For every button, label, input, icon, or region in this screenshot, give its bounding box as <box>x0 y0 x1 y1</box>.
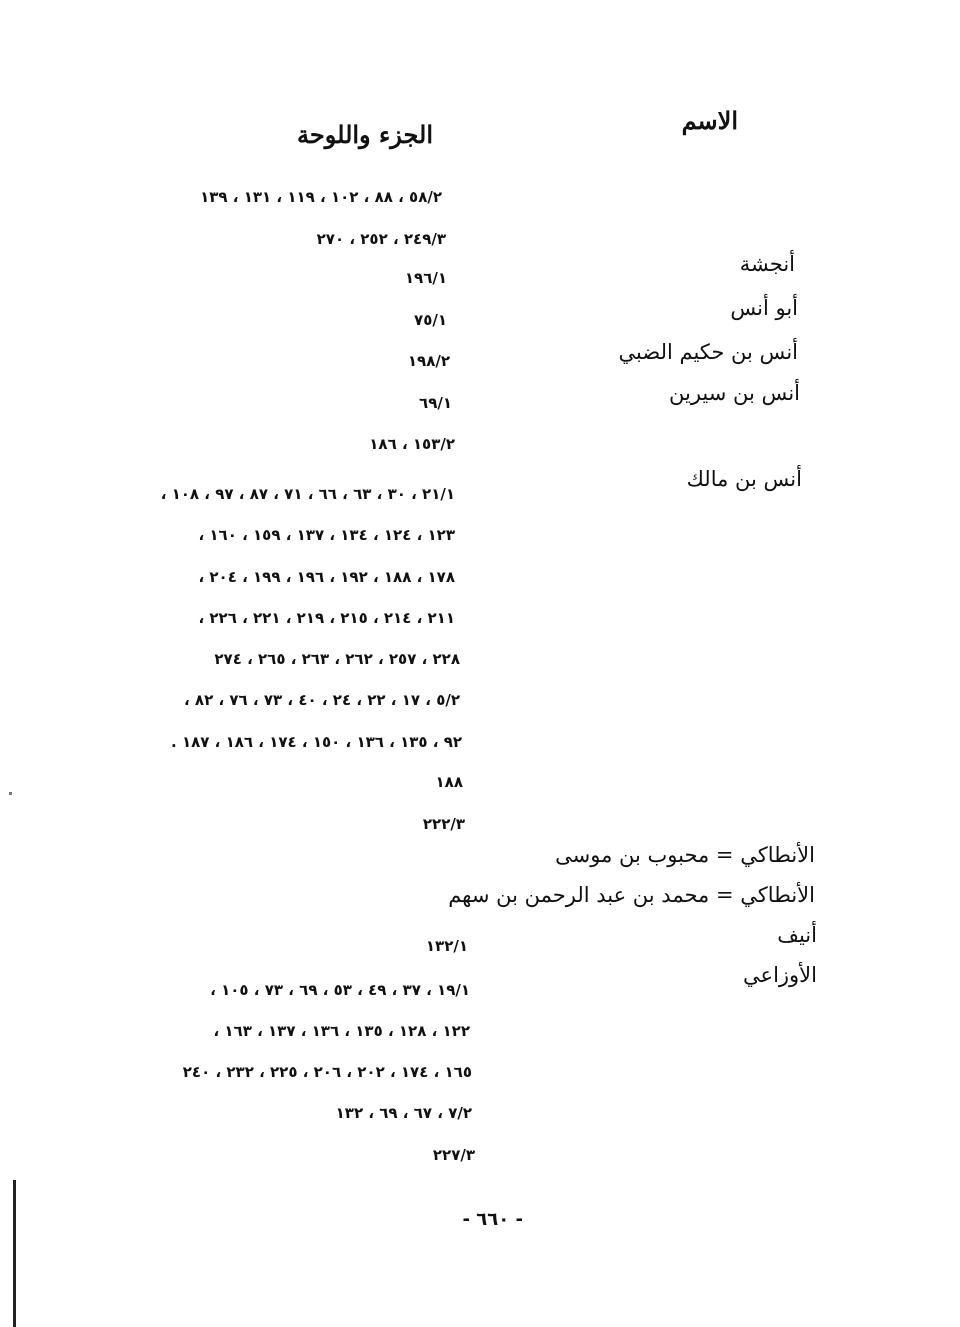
reference-line: ١٨٨ <box>435 773 463 791</box>
reference-line: ١٩٨/٢ <box>407 352 450 370</box>
reference-line: ١٧٨ ، ١٨٨ ، ١٩٢ ، ١٩٦ ، ١٩٩ ، ٢٠٤ ، <box>198 568 455 586</box>
reference-line: ٦٩/١ <box>419 394 452 412</box>
reference-line: ٥٨/٢ ، ٨٨ ، ١٠٢ ، ١١٩ ، ١٣١ ، ١٣٩ <box>200 188 442 206</box>
scan-edge-line <box>13 1180 16 1327</box>
reference-line: ٢٤٩/٣ ، ٢٥٢ ، ٢٧٠ <box>316 230 446 248</box>
name-column-header: الاسم <box>681 106 738 135</box>
reference-line: ٥/٢ ، ١٧ ، ٢٢ ، ٢٤ ، ٤٠ ، ٧٣ ، ٧٦ ، ٨٢ ، <box>184 691 460 709</box>
reference-line: ٧٥/١ <box>414 311 447 329</box>
reference-line: ٩٢ ، ١٣٥ ، ١٣٦ ، ١٥٠ ، ١٧٤ ، ١٨٦ ، ١٨٧ . <box>171 733 462 751</box>
name-entry: أنيف <box>777 923 817 947</box>
name-entry: أبو أنس <box>730 296 798 320</box>
reference-line: ١٩٦/١ <box>404 269 447 287</box>
reference-line: ٧/٢ ، ٦٧ ، ٦٩ ، ١٣٢ <box>335 1104 472 1122</box>
scan-speck <box>9 792 12 795</box>
reference-column-header: الجزء واللوحة <box>297 120 433 149</box>
reference-line: ٢١/١ ، ٣٠ ، ٦٣ ، ٦٦ ، ٧١ ، ٨٧ ، ٩٧ ، ١٠٨ ، <box>160 485 455 503</box>
reference-line: ١٥٣/٢ ، ١٨٦ <box>369 435 455 453</box>
reference-line: ١٢٢ ، ١٢٨ ، ١٣٥ ، ١٣٦ ، ١٣٧ ، ١٦٣ ، <box>213 1022 470 1040</box>
name-entry: الأنطاكي = محمد بن عبد الرحمن بن سهم <box>448 883 815 907</box>
name-entry: الأوزاعي <box>743 963 817 987</box>
name-entry: أنس بن حكيم الضبي <box>618 340 798 364</box>
reference-line: ١٦٥ ، ١٧٤ ، ٢٠٢ ، ٢٠٦ ، ٢٢٥ ، ٢٣٢ ، ٢٤٠ <box>182 1063 472 1081</box>
reference-line: ٢١١ ، ٢١٤ ، ٢١٥ ، ٢١٩ ، ٢٢١ ، ٢٢٦ ، <box>198 609 455 627</box>
name-entry: الأنطاكي = محبوب بن موسى <box>555 843 815 867</box>
page-number: - ٦٦٠ - <box>462 1209 523 1230</box>
reference-line: ١٩/١ ، ٣٧ ، ٤٩ ، ٥٣ ، ٦٩ ، ٧٣ ، ١٠٥ ، <box>210 981 470 999</box>
reference-line: ١٣٢/١ <box>425 937 468 955</box>
name-entry: أنس بن سيرين <box>669 381 800 405</box>
name-entry: أنس بن مالك <box>686 467 802 491</box>
reference-line: ١٢٣ ، ١٢٤ ، ١٣٤ ، ١٣٧ ، ١٥٩ ، ١٦٠ ، <box>198 526 455 544</box>
reference-line: ٢٢٨ ، ٢٥٧ ، ٢٦٢ ، ٢٦٣ ، ٢٦٥ ، ٢٧٤ <box>214 650 460 668</box>
reference-line: ٢٢٧/٣ <box>432 1146 475 1164</box>
reference-line: ٢٢٢/٣ <box>422 815 465 833</box>
name-entry: أنجشة <box>739 252 795 276</box>
